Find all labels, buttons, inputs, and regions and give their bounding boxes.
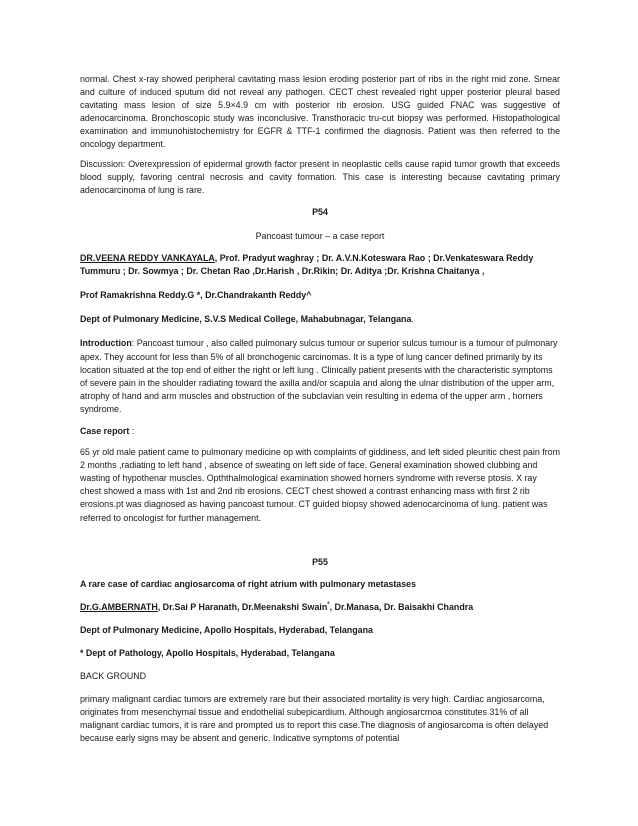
affiliation-2-p55: * Dept of Pathology, Apollo Hospitals, Hyderabad, Telangana <box>80 648 335 658</box>
document-page <box>80 73 560 746</box>
case-report-paragraph: 65 yr old male patient came to pulmonary medicine op with complaints of giddiness, and left sided pleuritic chest pain from 2 months ,radiating to left hand , absence of sweating on left side of face. General examination showed clubbing and wasting of hypothenar muscles. Opththalmological examination showed horners syndrome with reverse ptosis. X ray chest showed a mass with 1st and 2nd rib erosions. CECT chest showed a contrast enhancing mass with first 2 rib erosions.pt was diagnosed as having pancoast tumour. CT guided biopsy showed adenocarcinoma of lung. patient was referred to oncologist for further management. <box>80 447 560 523</box>
affiliation-p54 <box>80 313 560 326</box>
lead-author-p54: DR.VEENA REDDY VANKAYALA <box>80 253 215 264</box>
introduction-text: : Pancoast tumour , also called pulmonary sulcus tumour or superior sulcus tumour is a tumour of pulmonary apex. They account for less than 5% of all bronchogenic carcinomas. It is a type of lung cancer defined primarily by its location situated at the top end of either the right or left lung . Clinically patient presents with the characteristic symptoms of severe pain in the shoulder radiating toward the axilla and/or scapula and along the ulnar distribution of the upper arm, atrophy of hand and arm muscles and obstruction of the subclavian vein resulting in edema of the upper arm , horners syndrome. <box>80 338 558 414</box>
case-report-heading <box>80 425 560 438</box>
author-list-p54 <box>80 252 560 265</box>
abstract-id-p55: P55 <box>312 556 328 567</box>
discussion-paragraph: Discussion: Overexpression of epidermal growth factor present in neoplastic cells cause rapid tumor growth that exceeds blood supply, favoring central necrosis and cavity formation. This case is interesting because cavitating primary adenocarcinoma of lung is rare. <box>80 158 560 195</box>
introduction-label: Introduction <box>80 338 132 349</box>
case-report-label: Case report <box>80 425 130 436</box>
authors-superscript-p55: * <box>327 601 330 608</box>
authors-end-p55: , Dr.Manasa, Dr. Baisakhi Chandra <box>329 601 474 612</box>
background-paragraph: primary malignant cardiac tumors are extremely rare but their associated mortality is very high. Cardiac angiosarcoma, originates from mesenchymal tissue and endothelial subepicardium. Although angiosarcmoa constitutes 31% of all malignant cardiac tumors, it is rare and prompted us to report this case.The diagnosis of angiosarcoma is often delayed because early signs may be absent and generic. Indicative symptoms of potential <box>80 694 549 744</box>
author-list-line2-p54: Tummuru ; Dr. Sowmya ; Dr. Chetan Rao ,Dr.Harish , Dr.Rikin; Dr. Aditya ;Dr. Krishna Chaitanya , <box>80 266 485 277</box>
continuation-paragraph: normal. Chest x-ray showed peripheral cavitating mass lesion eroding posterior part of ribs in the right mid zone. Smear and culture of induced sputum did not reveal any pathogen. CECT chest revealed right upper posterior pleural based cavitating mass lesion of size 5.9×4.9 cm with posterior rib erosion. USG guided FNAC was suggestive of adenocarcinoma. Bronchoscopic study was inconclusive. Transthoracic tru-cut biopsy was performed. Histopathological examination and immunohistochemistry for EGFR & TTF-1 confirmed the diagnosis. Patient was then referred to the oncology department. <box>80 74 560 150</box>
affiliation-end-p54: . <box>411 314 414 325</box>
background-heading: BACK GROUND <box>80 671 147 682</box>
authors-rest-p54: , Prof. Pradyut waghray ; Dr. A.V.N.Koteswara Rao ; Dr.Venkateswara Reddy <box>214 253 534 264</box>
author-list-p55 <box>80 601 560 614</box>
abstract-title-p55: A rare case of cardiac angiosarcoma of right atrium with pulmonary metastases <box>80 578 417 589</box>
case-report-label-end: : <box>129 425 135 436</box>
abstract-title-p54: Pancoast tumour – a case report <box>255 230 385 241</box>
introduction-paragraph <box>80 337 560 416</box>
authors-mid-p55: , Dr.Sai P Haranath, Dr.Meenakshi Swain <box>157 601 328 612</box>
lead-author-p55: Dr.G.AMBERNATH <box>80 601 158 612</box>
affiliation-text-p54: Dept of Pulmonary Medicine, S.V.S Medical College, Mahabubnagar, Telangana <box>80 314 412 325</box>
affiliation-1-p55: Dept of Pulmonary Medicine, Apollo Hospitals, Hyderabad, Telangana <box>80 624 373 635</box>
abstract-id-p54: P54 <box>312 206 328 217</box>
author-list-line3-p54: Prof Ramakrishna Reddy.G *, Dr.Chandrakanth Reddy^ <box>80 290 312 301</box>
